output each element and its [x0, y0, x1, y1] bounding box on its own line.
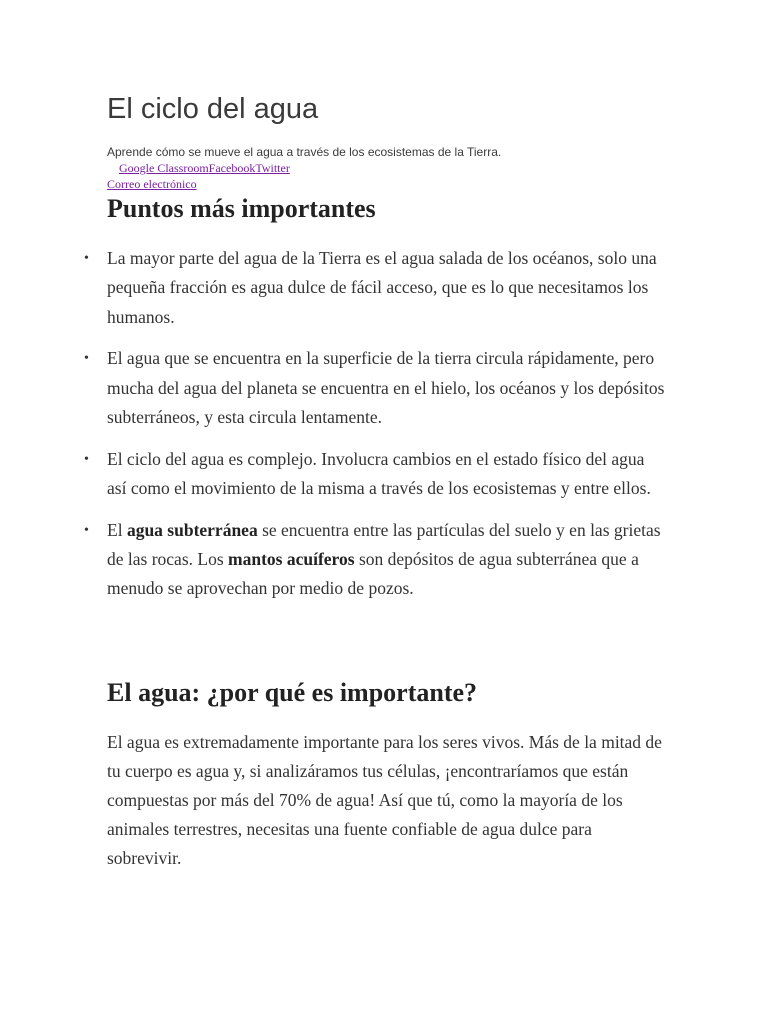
share-google-classroom-link[interactable]: Google Classroom [119, 161, 209, 175]
share-facebook-link[interactable]: Facebook [208, 161, 256, 175]
term-mantos-acuiferos: mantos acuíferos [228, 549, 355, 570]
why-paragraph: El agua es extremadamente importante para los seres vivos. Más de la mitad de tu cuerpo es agua y, si analizáramos tus células, ¡encontraríamos que están compuestas por más del 70% de agua! Así que tú, como la mayoría de los animales terrestres, necesitas una fuente confiable de agua dulce para sobrevivir. [107, 732, 662, 868]
share-twitter-link[interactable]: Twitter [255, 161, 290, 175]
key-points-list [84, 244, 667, 616]
bullet-icon: • [84, 522, 89, 538]
why-heading: El agua: ¿por qué es importante? [107, 678, 478, 707]
page-subtitle: Aprende cómo se mueve el agua a través de los ecosistemas de la Tierra. [107, 145, 502, 159]
list-item [84, 516, 667, 604]
list-item-text: son depósitos de agua subterránea que a menudo se aprovechan por medio de pozos. [107, 549, 639, 599]
list-item [84, 244, 667, 332]
list-item-text: se encuentra entre las partículas del suelo y en las grietas de las rocas. Los [107, 519, 661, 570]
bullet-icon: • [84, 251, 89, 266]
list-item-text: El ciclo del agua es complejo. Involucra cambios en el estado físico del agua así como el movimiento de la misma a través de los ecosistemas y entre ellos. [107, 448, 651, 499]
share-email-link[interactable]: Correo electrónico [107, 177, 197, 191]
share-links [119, 161, 290, 176]
term-agua-subterranea: agua subterránea [126, 519, 258, 540]
list-item-text: El agua que se encuentra en la superficie de la tierra circula rápidamente, pero mucha del agua del planeta se encuentra en el hielo, los océanos y los depósitos subterráneos, y esta circula lentamente. [107, 348, 665, 427]
list-item [84, 344, 667, 432]
list-item-text: La mayor parte del agua de la Tierra es el agua salada de los océanos, solo una pequeña fracción es agua dulce de fácil acceso, que es lo que necesitamos los humanos. [107, 248, 657, 327]
bullet-icon: • [84, 451, 89, 467]
list-item [84, 445, 667, 504]
list-item-text: El [107, 519, 127, 540]
share-links-row-2 [107, 177, 197, 192]
page-title: El ciclo del agua [107, 93, 319, 125]
bullet-icon: • [84, 351, 89, 367]
key-points-heading: Puntos más importantes [107, 194, 376, 223]
